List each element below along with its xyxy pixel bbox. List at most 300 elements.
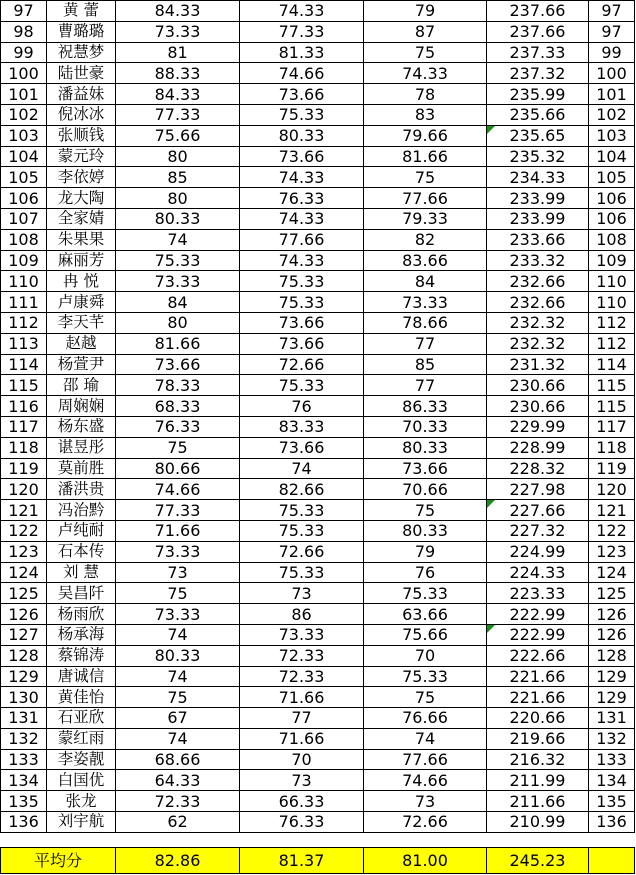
score-2-cell: 81.33 (240, 42, 364, 63)
rank-cell: 126 (589, 624, 635, 645)
rank-cell: 109 (589, 250, 635, 271)
student-name-cell: 李天芊 (47, 312, 116, 333)
total-score-cell: 224.99 (487, 541, 589, 562)
row-number-cell: 118 (1, 437, 47, 458)
row-number-cell: 112 (1, 312, 47, 333)
score-1-cell: 68.66 (116, 749, 240, 770)
total-score-cell: 211.99 (487, 770, 589, 791)
student-name-cell: 谌昱彤 (47, 437, 116, 458)
row-number-cell: 123 (1, 541, 47, 562)
table-row (1, 188, 635, 209)
score-2-cell: 75.33 (240, 375, 364, 396)
total-score-cell: 224.33 (487, 562, 589, 583)
score-1-cell: 73 (116, 562, 240, 583)
rank-cell: 115 (589, 396, 635, 417)
score-3-cell: 77.66 (364, 749, 487, 770)
student-name-cell: 黄 蕾 (47, 1, 116, 22)
total-score-cell: 227.98 (487, 479, 589, 500)
score-2-cell: 76.33 (240, 188, 364, 209)
row-number-cell: 104 (1, 146, 47, 167)
rank-cell: 134 (589, 770, 635, 791)
row-number-cell: 107 (1, 208, 47, 229)
total-score-cell: 233.99 (487, 208, 589, 229)
score-3-cell: 78 (364, 84, 487, 105)
student-name-cell: 蒙红雨 (47, 728, 116, 749)
rank-cell: 126 (589, 604, 635, 625)
comment-flag-icon (487, 500, 495, 508)
student-name-cell: 吴昌阡 (47, 583, 116, 604)
row-number-cell: 113 (1, 333, 47, 354)
table-row (1, 271, 635, 292)
table-row (1, 749, 635, 770)
table-row (1, 520, 635, 541)
table-row (1, 812, 635, 833)
score-1-cell: 73.33 (116, 271, 240, 292)
score-1-cell: 72.33 (116, 791, 240, 812)
score-3-cell: 75 (364, 500, 487, 521)
row-number-cell: 106 (1, 188, 47, 209)
total-score-cell: 221.66 (487, 666, 589, 687)
student-name-cell: 杨萱尹 (47, 354, 116, 375)
table-row (1, 375, 635, 396)
student-name-cell: 石本传 (47, 541, 116, 562)
row-number-cell: 97 (1, 1, 47, 22)
score-2-cell: 74.33 (240, 208, 364, 229)
score-2-cell: 73.66 (240, 312, 364, 333)
score-3-cell: 70.33 (364, 416, 487, 437)
student-name-cell: 麻丽芳 (47, 250, 116, 271)
row-number-cell: 114 (1, 354, 47, 375)
student-name-cell: 刘宇航 (47, 812, 116, 833)
score-3-cell: 70.66 (364, 479, 487, 500)
student-name-cell: 蒙元玲 (47, 146, 116, 167)
student-name-cell: 张顺钱 (47, 125, 116, 146)
score-3-cell: 84 (364, 271, 487, 292)
score-1-cell: 73.33 (116, 604, 240, 625)
total-score-cell: 233.66 (487, 229, 589, 250)
score-3-cell: 73.33 (364, 292, 487, 313)
row-number-cell: 101 (1, 84, 47, 105)
score-1-cell: 81.66 (116, 333, 240, 354)
row-number-cell: 134 (1, 770, 47, 791)
score-2-cell: 73 (240, 583, 364, 604)
table-row (1, 687, 635, 708)
score-3-cell: 72.66 (364, 812, 487, 833)
total-score-cell: 237.66 (487, 1, 589, 22)
score-2-cell: 83.33 (240, 416, 364, 437)
score-3-cell: 75.66 (364, 624, 487, 645)
score-3-cell: 75 (364, 42, 487, 63)
table-row (1, 84, 635, 105)
score-1-cell: 73.66 (116, 354, 240, 375)
total-score-cell: 234.33 (487, 167, 589, 188)
score-1-cell: 80 (116, 146, 240, 167)
score-2-cell: 75.33 (240, 292, 364, 313)
student-name-cell: 潘洪贵 (47, 479, 116, 500)
row-number-cell: 119 (1, 458, 47, 479)
table-row (1, 562, 635, 583)
score-1-cell: 81 (116, 42, 240, 63)
total-score-cell: 222.66 (487, 645, 589, 666)
score-3-cell: 73.66 (364, 458, 487, 479)
score-1-cell: 74.66 (116, 479, 240, 500)
score-1-cell: 73.33 (116, 21, 240, 42)
score-3-cell: 79 (364, 1, 487, 22)
rank-cell: 125 (589, 583, 635, 604)
score-2-cell: 72.66 (240, 541, 364, 562)
average-table (0, 847, 635, 874)
row-number-cell: 102 (1, 104, 47, 125)
rank-cell: 114 (589, 354, 635, 375)
score-2-cell: 80.33 (240, 125, 364, 146)
rank-cell: 102 (589, 104, 635, 125)
score-2-cell: 73.66 (240, 333, 364, 354)
row-number-cell: 103 (1, 125, 47, 146)
score-1-cell: 77.33 (116, 104, 240, 125)
score-3-cell: 82 (364, 229, 487, 250)
row-number-cell: 131 (1, 708, 47, 729)
score-1-cell: 88.33 (116, 63, 240, 84)
rank-cell: 104 (589, 146, 635, 167)
score-3-cell: 79.33 (364, 208, 487, 229)
row-number-cell: 124 (1, 562, 47, 583)
table-row (1, 458, 635, 479)
rank-cell: 118 (589, 437, 635, 458)
score-3-cell: 75.33 (364, 583, 487, 604)
score-1-cell: 64.33 (116, 770, 240, 791)
rank-cell: 108 (589, 229, 635, 250)
score-2-cell: 74.33 (240, 250, 364, 271)
table-row (1, 208, 635, 229)
total-score-cell: 228.99 (487, 437, 589, 458)
total-score-cell: 237.32 (487, 63, 589, 84)
score-2-cell: 74.33 (240, 167, 364, 188)
student-name-cell: 朱果果 (47, 229, 116, 250)
score-3-cell: 75.33 (364, 666, 487, 687)
table-row (1, 125, 635, 146)
score-2-cell: 73.33 (240, 624, 364, 645)
rank-cell: 115 (589, 375, 635, 396)
score-1-cell: 84.33 (116, 84, 240, 105)
total-score-cell: 237.66 (487, 21, 589, 42)
score-3-cell: 77 (364, 333, 487, 354)
student-name-cell: 陆世豪 (47, 63, 116, 84)
score-1-cell: 80.66 (116, 458, 240, 479)
score-2-cell: 82.66 (240, 479, 364, 500)
table-row (1, 728, 635, 749)
score-3-cell: 74 (364, 728, 487, 749)
score-2-cell: 77.33 (240, 21, 364, 42)
score-2-cell: 71.66 (240, 687, 364, 708)
score-3-cell: 85 (364, 354, 487, 375)
score-1-cell: 84 (116, 292, 240, 313)
row-number-cell: 130 (1, 687, 47, 708)
rank-cell: 106 (589, 208, 635, 229)
student-name-cell: 周娴娴 (47, 396, 116, 417)
total-score-cell: 237.33 (487, 42, 589, 63)
score-2-cell: 74.33 (240, 1, 364, 22)
table-row (1, 333, 635, 354)
total-score-cell: 232.66 (487, 292, 589, 313)
score-1-cell: 75 (116, 583, 240, 604)
rank-cell: 110 (589, 271, 635, 292)
rank-cell: 97 (589, 21, 635, 42)
table-row (1, 354, 635, 375)
student-name-cell: 赵越 (47, 333, 116, 354)
total-score-cell: 210.99 (487, 812, 589, 833)
row-number-cell: 116 (1, 396, 47, 417)
student-name-cell: 冯治黔 (47, 500, 116, 521)
table-row (1, 437, 635, 458)
student-name-cell: 冉 悦 (47, 271, 116, 292)
student-name-cell: 石亚欣 (47, 708, 116, 729)
rank-cell: 106 (589, 188, 635, 209)
student-name-cell: 杨承海 (47, 624, 116, 645)
score-3-cell: 74.66 (364, 770, 487, 791)
comment-flag-icon (487, 126, 495, 134)
table-row (1, 229, 635, 250)
row-number-cell: 120 (1, 479, 47, 500)
student-name-cell: 祝慧梦 (47, 42, 116, 63)
score-2-cell: 66.33 (240, 791, 364, 812)
score-3-cell: 86.33 (364, 396, 487, 417)
score-2-cell: 74 (240, 458, 364, 479)
score-3-cell: 76.66 (364, 708, 487, 729)
table-row (1, 21, 635, 42)
row-number-cell: 133 (1, 749, 47, 770)
score-table-body (1, 1, 635, 833)
total-score-cell: 232.32 (487, 312, 589, 333)
rank-cell: 119 (589, 458, 635, 479)
score-3-cell: 77.66 (364, 188, 487, 209)
score-1-cell: 62 (116, 812, 240, 833)
score-3-cell: 87 (364, 21, 487, 42)
student-name-cell: 曹璐璐 (47, 21, 116, 42)
rank-cell: 132 (589, 728, 635, 749)
row-number-cell: 135 (1, 791, 47, 812)
student-name-cell: 全家婧 (47, 208, 116, 229)
table-row (1, 479, 635, 500)
score-2-cell: 73 (240, 770, 364, 791)
row-number-cell: 126 (1, 604, 47, 625)
total-score-cell: 227.66 (487, 500, 589, 521)
student-name-cell: 倪冰冰 (47, 104, 116, 125)
row-number-cell: 99 (1, 42, 47, 63)
total-score-cell: 222.99 (487, 604, 589, 625)
score-2-cell: 77 (240, 708, 364, 729)
score-1-cell: 80 (116, 312, 240, 333)
table-row (1, 583, 635, 604)
total-score-cell: 231.32 (487, 354, 589, 375)
student-name-cell: 莫前胜 (47, 458, 116, 479)
score-2-cell: 72.66 (240, 354, 364, 375)
table-row (1, 250, 635, 271)
student-name-cell: 邵 瑜 (47, 375, 116, 396)
row-number-cell: 110 (1, 271, 47, 292)
rank-cell: 123 (589, 541, 635, 562)
student-name-cell: 白国优 (47, 770, 116, 791)
total-score-cell: 221.66 (487, 687, 589, 708)
score-2-cell: 73.66 (240, 84, 364, 105)
student-name-cell: 卢康舜 (47, 292, 116, 313)
table-row (1, 645, 635, 666)
score-3-cell: 83.66 (364, 250, 487, 271)
score-1-cell: 75 (116, 687, 240, 708)
table-row (1, 604, 635, 625)
total-score-cell: 232.66 (487, 271, 589, 292)
row-number-cell: 122 (1, 520, 47, 541)
total-score-cell: 222.99 (487, 624, 589, 645)
score-1-cell: 80.33 (116, 645, 240, 666)
student-name-cell: 刘 慧 (47, 562, 116, 583)
score-1-cell: 74 (116, 624, 240, 645)
total-score-cell: 233.32 (487, 250, 589, 271)
score-1-cell: 67 (116, 708, 240, 729)
table-row (1, 416, 635, 437)
score-3-cell: 73 (364, 791, 487, 812)
score-2-cell: 76 (240, 396, 364, 417)
rank-cell: 103 (589, 125, 635, 146)
rank-cell: 112 (589, 333, 635, 354)
student-name-cell: 李依婷 (47, 167, 116, 188)
score-1-cell: 78.33 (116, 375, 240, 396)
total-score-cell: 211.66 (487, 791, 589, 812)
table-row (1, 42, 635, 63)
rank-cell: 133 (589, 749, 635, 770)
score-2-cell: 73.66 (240, 146, 364, 167)
table-row (1, 500, 635, 521)
total-score-cell: 232.32 (487, 333, 589, 354)
rank-cell: 131 (589, 708, 635, 729)
row-number-cell: 109 (1, 250, 47, 271)
score-2-cell: 70 (240, 749, 364, 770)
score-1-cell: 84.33 (116, 1, 240, 22)
score-3-cell: 83 (364, 104, 487, 125)
row-number-cell: 108 (1, 229, 47, 250)
table-row (1, 167, 635, 188)
rank-cell: 117 (589, 416, 635, 437)
score-1-cell: 74 (116, 229, 240, 250)
row-number-cell: 100 (1, 63, 47, 84)
rank-cell: 112 (589, 312, 635, 333)
rank-cell: 135 (589, 791, 635, 812)
score-3-cell: 81.66 (364, 146, 487, 167)
score-3-cell: 80.33 (364, 437, 487, 458)
score-2-cell: 71.66 (240, 728, 364, 749)
table-row (1, 791, 635, 812)
score-1-cell: 68.33 (116, 396, 240, 417)
row-number-cell: 127 (1, 624, 47, 645)
average-row (1, 848, 635, 874)
score-3-cell: 70 (364, 645, 487, 666)
score-2-cell: 75.33 (240, 500, 364, 521)
student-name-cell: 蔡锦涛 (47, 645, 116, 666)
score-1-cell: 80 (116, 188, 240, 209)
average-score-2: 81.37 (240, 848, 364, 874)
score-2-cell: 86 (240, 604, 364, 625)
average-score-1: 82.86 (116, 848, 240, 874)
rank-cell: 101 (589, 84, 635, 105)
student-name-cell: 张龙 (47, 791, 116, 812)
table-row (1, 146, 635, 167)
total-score-cell: 227.32 (487, 520, 589, 541)
table-row (1, 312, 635, 333)
score-2-cell: 74.66 (240, 63, 364, 84)
score-3-cell: 76 (364, 562, 487, 583)
student-name-cell: 龙大陶 (47, 188, 116, 209)
row-number-cell: 129 (1, 666, 47, 687)
row-number-cell: 125 (1, 583, 47, 604)
rank-cell: 99 (589, 42, 635, 63)
score-3-cell: 77 (364, 375, 487, 396)
student-name-cell: 李姿靓 (47, 749, 116, 770)
table-row (1, 396, 635, 417)
table-row (1, 666, 635, 687)
total-score-cell: 220.66 (487, 708, 589, 729)
rank-cell: 122 (589, 520, 635, 541)
rank-cell: 97 (589, 1, 635, 22)
score-1-cell: 77.33 (116, 500, 240, 521)
row-number-cell: 128 (1, 645, 47, 666)
score-1-cell: 73.33 (116, 541, 240, 562)
average-total: 245.23 (487, 848, 589, 874)
row-number-cell: 136 (1, 812, 47, 833)
row-number-cell: 105 (1, 167, 47, 188)
total-score-cell: 219.66 (487, 728, 589, 749)
rank-cell: 136 (589, 812, 635, 833)
total-score-cell: 233.99 (487, 188, 589, 209)
comment-flag-icon (487, 625, 495, 633)
total-score-cell: 235.66 (487, 104, 589, 125)
score-1-cell: 80.33 (116, 208, 240, 229)
table-row (1, 624, 635, 645)
total-score-cell: 228.32 (487, 458, 589, 479)
score-1-cell: 71.66 (116, 520, 240, 541)
total-score-cell: 230.66 (487, 375, 589, 396)
score-1-cell: 74 (116, 666, 240, 687)
rank-cell: 128 (589, 645, 635, 666)
score-1-cell: 75.66 (116, 125, 240, 146)
table-row (1, 770, 635, 791)
total-score-cell: 235.65 (487, 125, 589, 146)
student-name-cell: 杨东盛 (47, 416, 116, 437)
score-1-cell: 75.33 (116, 250, 240, 271)
total-score-cell: 229.99 (487, 416, 589, 437)
total-score-cell: 230.66 (487, 396, 589, 417)
average-rank (589, 848, 635, 874)
score-2-cell: 75.33 (240, 271, 364, 292)
score-2-cell: 75.33 (240, 104, 364, 125)
table-row (1, 104, 635, 125)
average-label: 平均分 (1, 848, 116, 874)
score-1-cell: 76.33 (116, 416, 240, 437)
average-score-3: 81.00 (364, 848, 487, 874)
rank-cell: 105 (589, 167, 635, 188)
score-3-cell: 75 (364, 167, 487, 188)
row-number-cell: 132 (1, 728, 47, 749)
row-number-cell: 121 (1, 500, 47, 521)
row-number-cell: 111 (1, 292, 47, 313)
rank-cell: 121 (589, 500, 635, 521)
score-3-cell: 79.66 (364, 125, 487, 146)
score-3-cell: 75 (364, 687, 487, 708)
table-row (1, 1, 635, 22)
rank-cell: 129 (589, 666, 635, 687)
score-3-cell: 63.66 (364, 604, 487, 625)
student-name-cell: 卢纯耐 (47, 520, 116, 541)
score-1-cell: 74 (116, 728, 240, 749)
table-row (1, 708, 635, 729)
